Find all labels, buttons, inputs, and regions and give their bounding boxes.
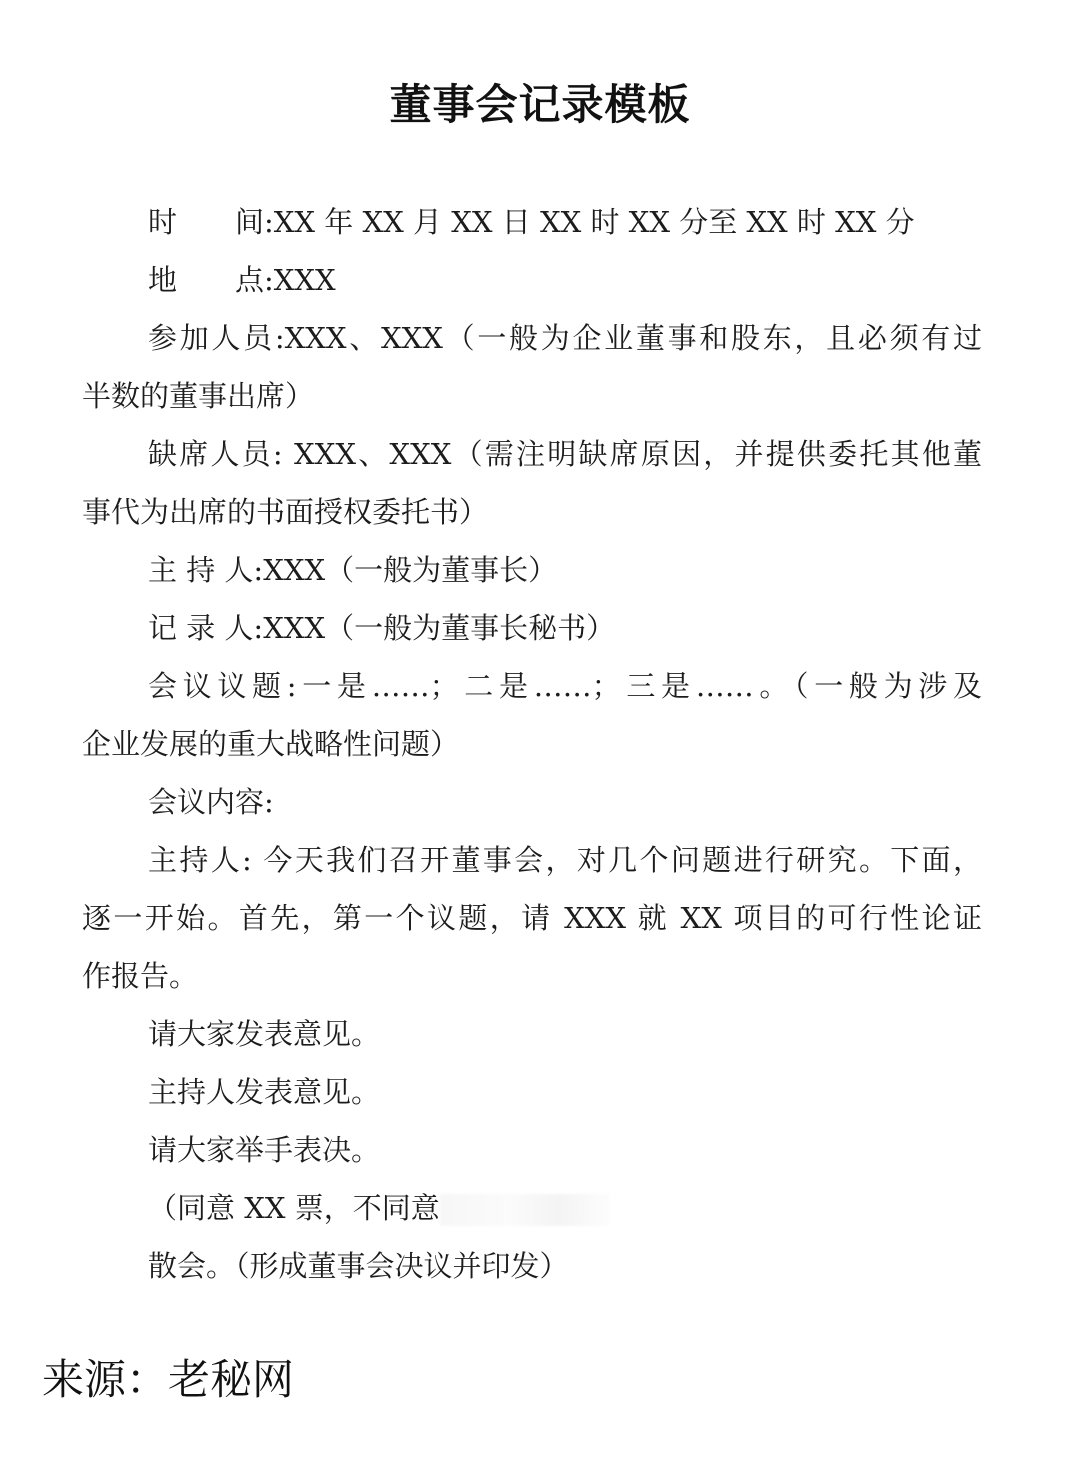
attendees-line-2: 半数的董事出席） bbox=[82, 379, 315, 413]
obscured-region bbox=[440, 1194, 610, 1226]
attendees-text-1: 参加人员:XXX、XXX（一般为企业董事和股东，且必须有过 bbox=[148, 321, 982, 355]
vote-line bbox=[148, 1188, 982, 1228]
content-label-line: 会议内容: bbox=[148, 785, 274, 819]
content-line-1 bbox=[148, 840, 982, 880]
step-line-2: 主持人发表意见。 bbox=[148, 1075, 381, 1109]
source-caption: 来源：老秘网 bbox=[42, 1355, 295, 1404]
recorder-line: 记 录 人:XXX（一般为董事长秘书） bbox=[148, 611, 616, 645]
close-line: 散会。（形成董事会决议并印发） bbox=[148, 1249, 569, 1283]
host-line: 主 持 人:XXX（一般为董事长） bbox=[148, 553, 558, 587]
vote-text: （同意 XX 票，不同意 bbox=[148, 1191, 440, 1225]
agenda-text-1: 会议议题:一是……；二是……；三是……。（一般为涉及 bbox=[148, 669, 982, 703]
absent-line-2: 事代为出席的书面授权委托书） bbox=[82, 495, 489, 529]
content-line-2 bbox=[82, 898, 982, 938]
agenda-line-2: 企业发展的重大战略性问题） bbox=[82, 727, 460, 761]
step-line-1: 请大家发表意见。 bbox=[148, 1017, 381, 1051]
content-line-3: 作报告。 bbox=[82, 959, 199, 993]
place-line: 地 点:XXX bbox=[148, 263, 336, 297]
absent-line-1 bbox=[148, 434, 982, 474]
absent-text-1: 缺席人员: XXX、XXX（需注明缺席原因，并提供委托其他董 bbox=[148, 437, 982, 471]
content-text-2: 逐一开始。首先，第一个议题，请 XXX 就 XX 项目的可行性论证 bbox=[82, 901, 982, 935]
step-line-3: 请大家举手表决。 bbox=[148, 1133, 381, 1167]
time-line: 时 间:XX 年 XX 月 XX 日 XX 时 XX 分至 XX 时 XX 分 bbox=[148, 205, 915, 239]
agenda-line-1 bbox=[148, 666, 982, 706]
document-title: 董事会记录模板 bbox=[389, 80, 691, 129]
attendees-line-1 bbox=[148, 318, 982, 358]
content-text-1: 主持人: 今天我们召开董事会，对几个问题进行研究。下面， bbox=[148, 843, 982, 877]
